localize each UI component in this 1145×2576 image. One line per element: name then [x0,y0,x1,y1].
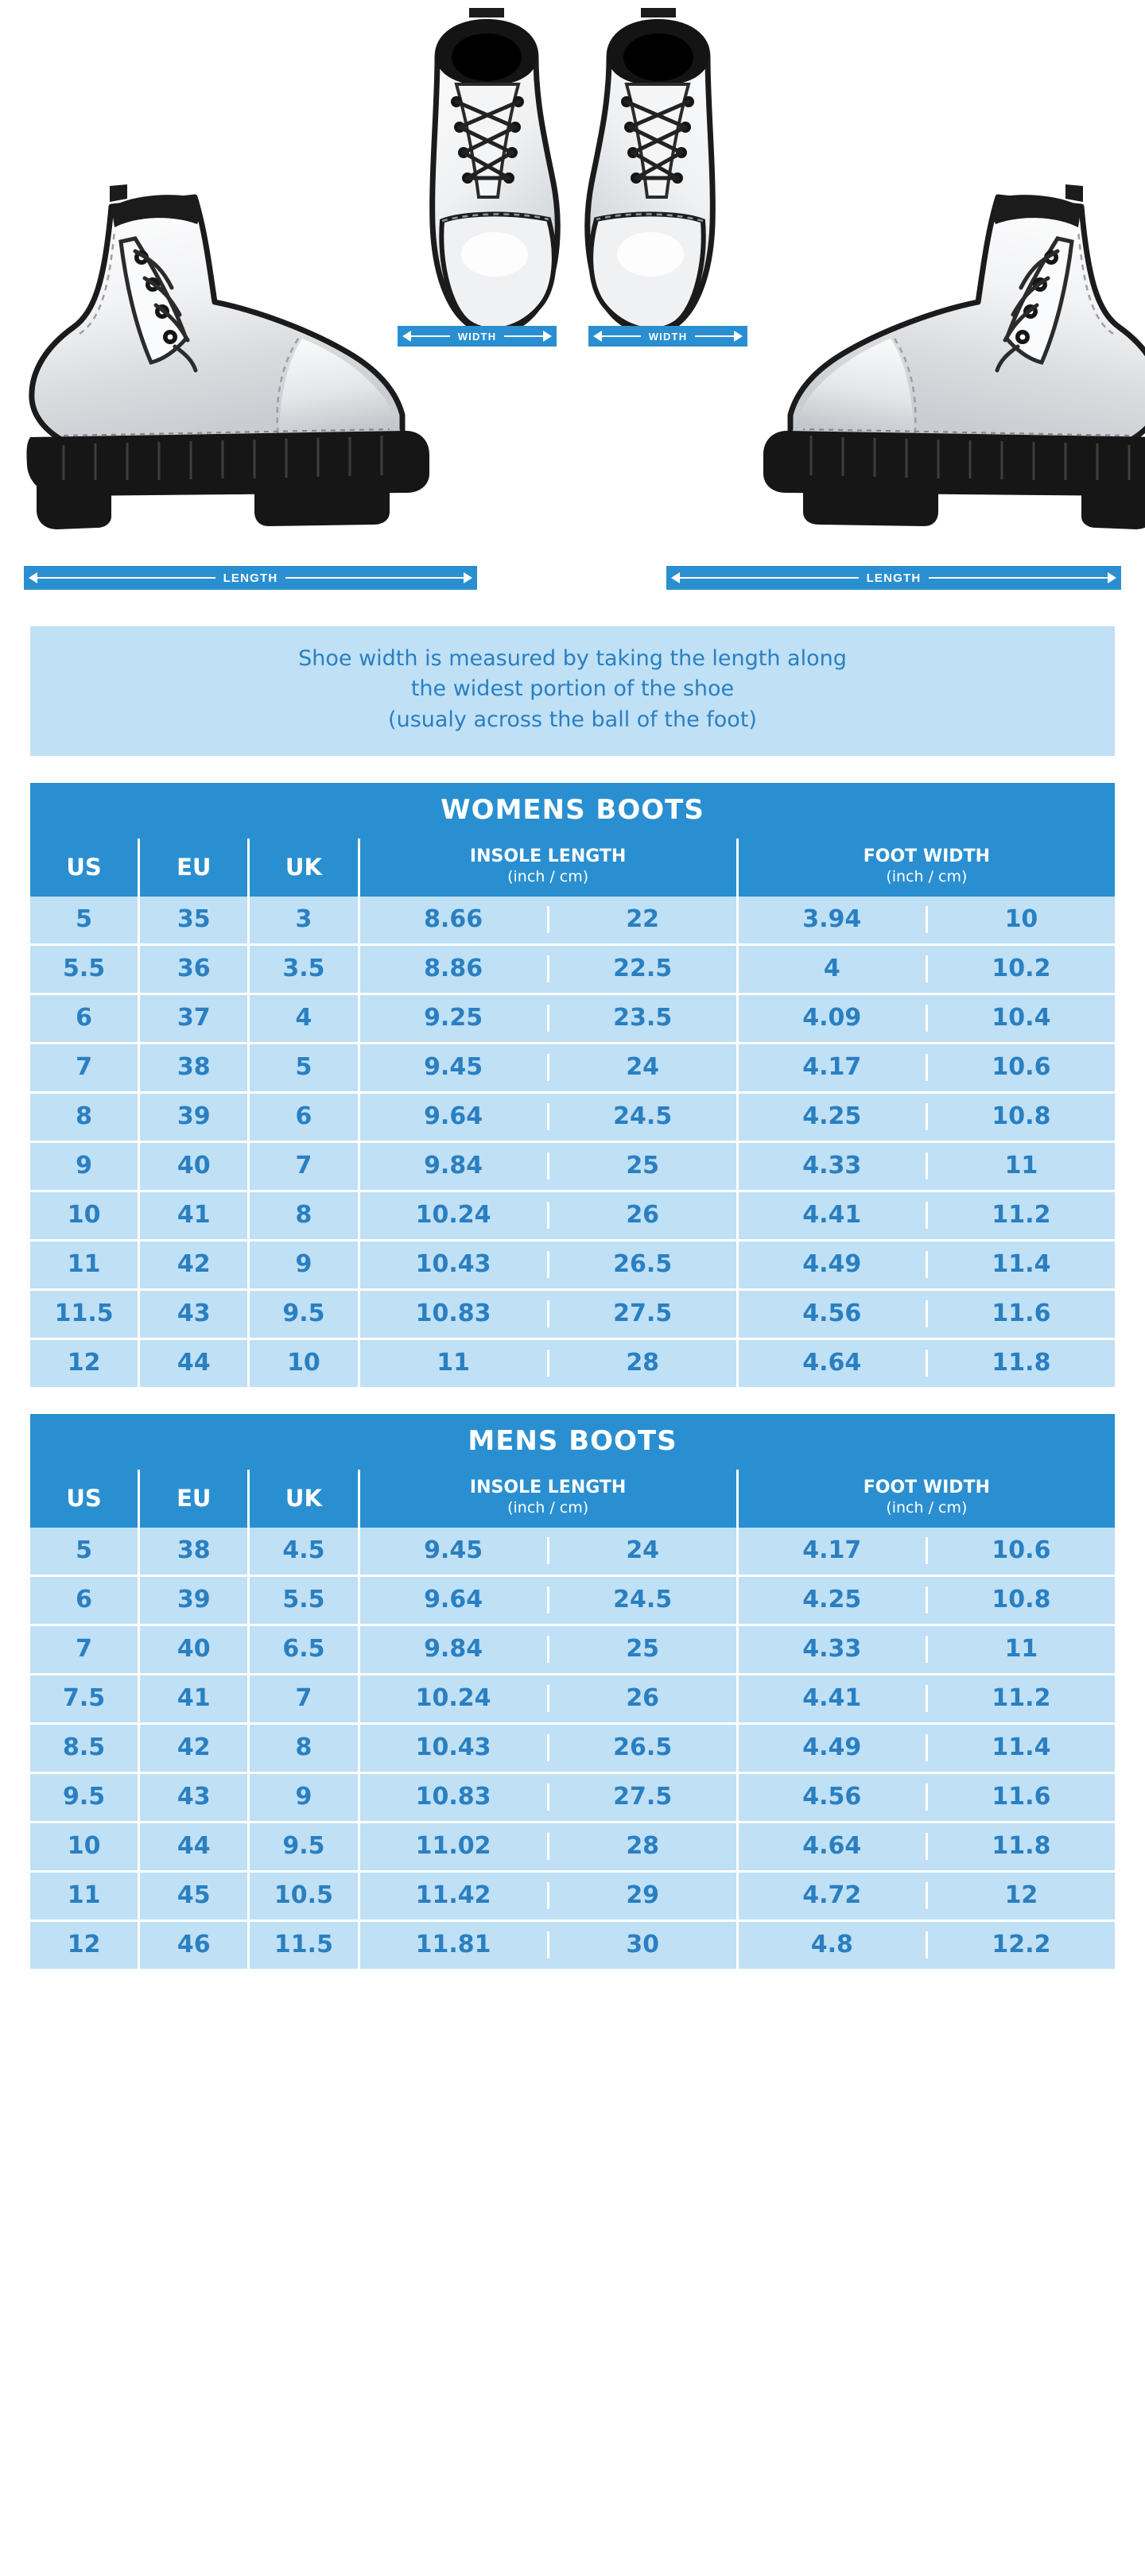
size-eu-cell: 46 [139,1921,249,1970]
foot-width-cm: 11.4 [992,1250,1051,1279]
header-eu: EU [139,839,249,897]
table-row [30,1044,1115,1093]
table-row [30,1872,1115,1921]
foot-width-cm: 11 [1004,1152,1038,1180]
size-uk-cell: 9.5 [249,1290,359,1339]
foot-width-cell [737,1191,1115,1241]
insole-length-inch: 11.02 [415,1832,491,1861]
table-row [30,1191,1115,1241]
size-us-cell: 8.5 [30,1724,139,1773]
arrow-right-icon [734,331,743,342]
insole-length-cm: 26.5 [613,1733,673,1762]
size-eu-cell: 43 [139,1773,249,1823]
size-us-cell: 8 [30,1093,139,1142]
insole-length-cell [359,1339,737,1388]
foot-width-inch: 4.8 [810,1931,853,1959]
womens-size-table [30,839,1115,1387]
insole-length-inch: 9.64 [424,1586,483,1614]
foot-width-inch: 4 [823,955,840,983]
foot-width-cm: 11.2 [992,1201,1051,1230]
size-us-cell: 10 [30,1191,139,1241]
foot-width-cell [737,1724,1115,1773]
note-line-2: the widest portion of the shoe [410,676,735,702]
size-eu-cell: 40 [139,1625,249,1675]
insole-length-inch: 10.24 [415,1684,491,1713]
foot-width-cell [737,897,1115,945]
header-us: US [30,839,139,897]
size-eu-cell: 38 [139,1528,249,1576]
foot-width-cm: 11.2 [992,1684,1051,1713]
foot-width-cm: 11.6 [992,1300,1051,1328]
table-row [30,1093,1115,1142]
size-eu-cell: 44 [139,1823,249,1872]
size-uk-cell: 9.5 [249,1823,359,1872]
header-uk: UK [249,1470,359,1528]
size-eu-cell: 45 [139,1872,249,1921]
size-us-cell: 6 [30,994,139,1044]
length-label-left: LENGTH [215,571,286,585]
size-us-cell: 7 [30,1625,139,1675]
size-uk-cell: 8 [249,1191,359,1241]
table-row [30,1823,1115,1872]
foot-width-inch: 4.64 [802,1349,862,1377]
foot-width-inch: 4.56 [802,1300,862,1328]
insole-length-cell [359,1773,737,1823]
insole-length-cm: 24 [626,1536,660,1565]
insole-length-cell [359,994,737,1044]
size-us-cell: 12 [30,1921,139,1970]
size-eu-cell: 41 [139,1675,249,1724]
size-uk-cell: 6 [249,1093,359,1142]
table-header-row [30,839,1115,897]
foot-width-cm: 11.8 [992,1832,1051,1861]
width-measure-bar-left [398,326,557,347]
size-us-cell: 12 [30,1339,139,1388]
mens-table-title: MENS BOOTS [30,1414,1115,1470]
size-eu-cell: 39 [139,1093,249,1142]
insole-length-inch: 9.45 [424,1053,483,1082]
note-line-1: Shoe width is measured by taking the length along [298,646,847,671]
insole-length-inch: 9.25 [424,1004,483,1032]
size-us-cell: 11 [30,1241,139,1290]
table-row [30,1290,1115,1339]
insole-length-inch: 10.43 [415,1733,491,1762]
table-row [30,1675,1115,1724]
foot-width-cell [737,1528,1115,1576]
insole-length-cell [359,1142,737,1191]
size-uk-cell: 8 [249,1724,359,1773]
header-insole-length-sub: (inch / cm) [507,1499,589,1517]
foot-width-inch: 4.17 [802,1053,862,1082]
length-measure-bar-right [666,566,1121,590]
right-boot-image [716,183,1145,568]
size-us-cell: 11.5 [30,1290,139,1339]
foot-width-cm: 10.2 [992,955,1051,983]
foot-width-cm: 11 [1004,1635,1038,1664]
foot-width-inch: 4.09 [802,1004,862,1032]
insole-length-inch: 10.43 [415,1250,491,1279]
insole-length-cm: 25 [626,1152,660,1180]
boots-illustration [0,0,1145,612]
foot-width-inch: 4.25 [802,1102,862,1131]
insole-length-inch: 11 [437,1349,470,1377]
womens-table-body [30,897,1115,1387]
header-insole-length [359,839,737,897]
foot-width-cell [737,1339,1115,1388]
insole-length-cm: 28 [626,1832,660,1861]
size-us-cell: 5 [30,1528,139,1576]
foot-width-cm: 12 [1004,1881,1038,1910]
table-row [30,1528,1115,1576]
foot-width-cm: 11.4 [992,1733,1051,1762]
insole-length-cell [359,1724,737,1773]
header-foot-width-main: FOOT WIDTH [863,1478,990,1498]
top-view-boots-image [390,8,755,441]
foot-width-cm: 11.6 [992,1783,1051,1811]
header-us: US [30,1470,139,1528]
foot-width-cm: 10.4 [992,1004,1051,1032]
width-label-right: WIDTH [641,331,696,343]
size-uk-cell: 7 [249,1142,359,1191]
foot-width-cell [737,1142,1115,1191]
foot-width-cell [737,1773,1115,1823]
insole-length-inch: 10.83 [415,1300,491,1328]
foot-width-inch: 4.33 [802,1635,862,1664]
header-foot-width [737,1470,1115,1528]
size-uk-cell: 9 [249,1241,359,1290]
table-row [30,1142,1115,1191]
insole-length-cell [359,1191,737,1241]
insole-length-inch: 9.84 [424,1635,483,1664]
foot-width-inch: 3.94 [802,905,862,934]
foot-width-cell [737,1823,1115,1872]
size-uk-cell: 4 [249,994,359,1044]
width-measure-bar-right [588,326,747,347]
foot-width-inch: 4.72 [802,1881,862,1910]
size-uk-cell: 9 [249,1773,359,1823]
insole-length-cell [359,1044,737,1093]
insole-length-cm: 23.5 [613,1004,673,1032]
womens-boots-table-block [30,783,1115,1387]
foot-width-cm: 10.8 [992,1102,1051,1131]
insole-length-cell [359,1921,737,1970]
insole-length-inch: 11.42 [415,1881,491,1910]
size-us-cell: 7 [30,1044,139,1093]
foot-width-cell [737,1675,1115,1724]
insole-length-cm: 27.5 [613,1300,673,1328]
mens-size-table [30,1470,1115,1969]
foot-width-inch: 4.49 [802,1250,862,1279]
size-eu-cell: 42 [139,1241,249,1290]
bottom-spacer [0,1969,1145,1996]
mens-table-body [30,1528,1115,1969]
header-foot-width [737,839,1115,897]
size-eu-cell: 38 [139,1044,249,1093]
insole-length-cm: 26.5 [613,1250,673,1279]
arrow-right-icon [543,331,552,342]
insole-length-inch: 9.64 [424,1102,483,1131]
foot-width-cell [737,1241,1115,1290]
size-eu-cell: 40 [139,1142,249,1191]
insole-length-inch: 11.81 [415,1931,491,1959]
size-us-cell: 5.5 [30,945,139,994]
foot-width-inch: 4.41 [802,1201,862,1230]
insole-length-cm: 24 [626,1053,660,1082]
insole-length-cell [359,1823,737,1872]
insole-length-cm: 24.5 [613,1102,673,1131]
foot-width-cell [737,1576,1115,1625]
foot-width-cell [737,1921,1115,1970]
insole-length-cell [359,1093,737,1142]
size-uk-cell: 3 [249,897,359,945]
size-us-cell: 9.5 [30,1773,139,1823]
table-row [30,1576,1115,1625]
insole-length-cm: 22.5 [613,955,673,983]
insole-length-cm: 30 [626,1931,660,1959]
insole-length-cm: 28 [626,1349,660,1377]
size-uk-cell: 3.5 [249,945,359,994]
insole-length-cell [359,1290,737,1339]
length-measure-bar-left [24,566,477,590]
table-header-row [30,1470,1115,1528]
insole-length-inch: 8.66 [424,905,483,934]
foot-width-inch: 4.25 [802,1586,862,1614]
insole-length-cell [359,1675,737,1724]
table-row [30,1724,1115,1773]
size-uk-cell: 4.5 [249,1528,359,1576]
foot-width-inch: 4.49 [802,1733,862,1762]
insole-length-inch: 9.45 [424,1536,483,1565]
insole-length-cm: 27.5 [613,1783,673,1811]
insole-length-cm: 22 [626,905,660,934]
mens-boots-table-block [30,1414,1115,1969]
insole-length-inch: 10.24 [415,1201,491,1230]
insole-length-cm: 24.5 [613,1586,673,1614]
table-row [30,994,1115,1044]
size-us-cell: 10 [30,1823,139,1872]
size-eu-cell: 36 [139,945,249,994]
header-foot-width-sub: (inch / cm) [886,1499,968,1517]
size-uk-cell: 10 [249,1339,359,1388]
size-us-cell: 11 [30,1872,139,1921]
header-insole-length [359,1470,737,1528]
womens-table-title: WOMENS BOOTS [30,783,1115,839]
foot-width-cm: 10.6 [992,1053,1051,1082]
insole-length-cell [359,897,737,945]
foot-width-inch: 4.41 [802,1684,862,1713]
header-uk: UK [249,839,359,897]
size-uk-cell: 10.5 [249,1872,359,1921]
table-row [30,1241,1115,1290]
mens-table-head [30,1470,1115,1528]
insole-length-inch: 9.84 [424,1152,483,1180]
table-row [30,945,1115,994]
foot-width-cell [737,945,1115,994]
size-us-cell: 9 [30,1142,139,1191]
size-us-cell: 7.5 [30,1675,139,1724]
size-eu-cell: 39 [139,1576,249,1625]
note-line-3: (usualy across the ball of the foot) [388,707,757,732]
insole-length-cm: 26 [626,1201,660,1230]
insole-length-cell [359,1576,737,1625]
table-row [30,1921,1115,1970]
width-label-left: WIDTH [450,331,505,343]
header-eu: EU [139,1470,249,1528]
insole-length-cm: 26 [626,1684,660,1713]
foot-width-inch: 4.17 [802,1536,862,1565]
foot-width-cell [737,1044,1115,1093]
header-insole-length-main: INSOLE LENGTH [469,846,627,866]
arrow-right-icon [1108,572,1116,583]
header-insole-length-sub: (inch / cm) [507,868,589,886]
insole-length-cell [359,945,737,994]
foot-width-cm: 12.2 [992,1931,1051,1959]
foot-width-cell [737,1093,1115,1142]
size-uk-cell: 5 [249,1044,359,1093]
size-uk-cell: 7 [249,1675,359,1724]
size-eu-cell: 44 [139,1339,249,1388]
header-foot-width-main: FOOT WIDTH [863,846,990,866]
header-foot-width-sub: (inch / cm) [886,868,968,886]
insole-length-cm: 25 [626,1635,660,1664]
width-explanation-note [30,626,1115,756]
foot-width-cm: 10.8 [992,1586,1051,1614]
womens-table-head [30,839,1115,897]
foot-width-cell [737,1872,1115,1921]
foot-width-cm: 11.8 [992,1349,1051,1377]
insole-length-inch: 8.86 [424,955,483,983]
header-insole-length-main: INSOLE LENGTH [469,1478,627,1498]
table-row [30,1773,1115,1823]
table-row [30,897,1115,945]
table-row [30,1339,1115,1388]
insole-length-cell [359,1625,737,1675]
size-us-cell: 5 [30,897,139,945]
size-eu-cell: 35 [139,897,249,945]
length-label-right: LENGTH [859,571,930,585]
size-eu-cell: 41 [139,1191,249,1241]
foot-width-cell [737,1290,1115,1339]
foot-width-inch: 4.56 [802,1783,862,1811]
foot-width-inch: 4.64 [802,1832,862,1861]
size-eu-cell: 37 [139,994,249,1044]
insole-length-cell [359,1241,737,1290]
size-us-cell: 6 [30,1576,139,1625]
size-eu-cell: 43 [139,1290,249,1339]
size-eu-cell: 42 [139,1724,249,1773]
insole-length-inch: 10.83 [415,1783,491,1811]
insole-length-cell [359,1872,737,1921]
foot-width-cell [737,1625,1115,1675]
table-row [30,1625,1115,1675]
foot-width-inch: 4.33 [802,1152,862,1180]
size-uk-cell: 11.5 [249,1921,359,1970]
insole-length-cell [359,1528,737,1576]
size-uk-cell: 5.5 [249,1576,359,1625]
arrow-right-icon [464,572,472,583]
insole-length-cm: 29 [626,1881,660,1910]
foot-width-cell [737,994,1115,1044]
size-uk-cell: 6.5 [249,1625,359,1675]
foot-width-cm: 10 [1004,905,1038,934]
foot-width-cm: 10.6 [992,1536,1051,1565]
